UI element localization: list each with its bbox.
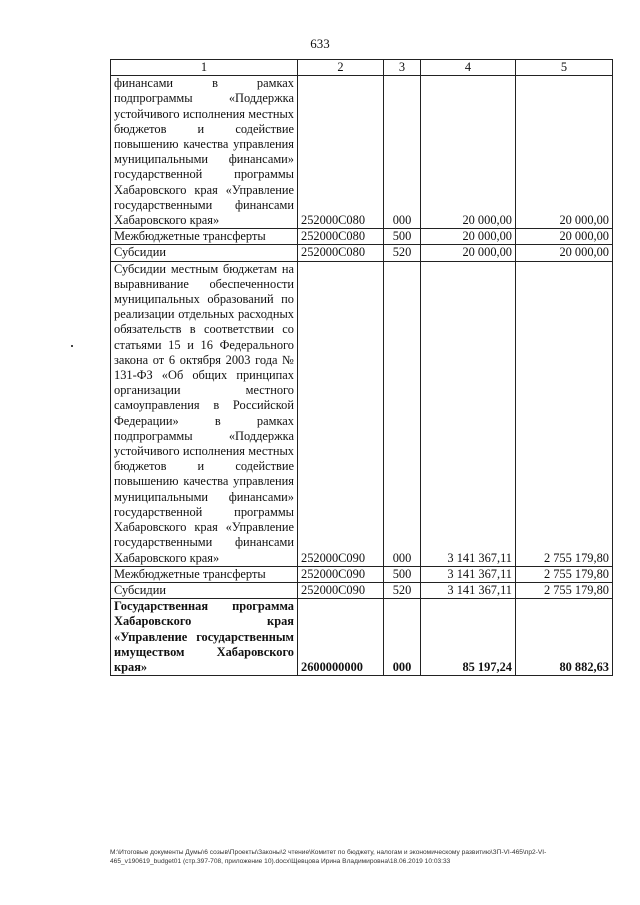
table-row — [111, 261, 613, 566]
row-expense-type: 000 — [384, 76, 421, 229]
row-name: Государственная программа Хабаровского края «Управление государственным имуществом Хабаровского края» — [111, 599, 298, 676]
table-row — [111, 76, 613, 229]
row-target-code: 2600000000 — [298, 599, 384, 676]
row-name: Субсидии местным бюджетам на выравнивание обеспеченности муниципальных образований по реализации отдельных расходных обязательств в соответствии со статьями 15 и 16 Федерального закона от 6 октября 2003 года № 131-ФЗ «Об общих принципах организации местного самоуправления в Российской Федерации» в рамках подпрограммы «Поддержка устойчивого исполнения местных бюджетов и содействие повышению качества управления муниципальными финансами» государственной программы Хабаровского края «Управление государственными финансами Хабаровского края» — [111, 261, 298, 566]
row-expense-type: 000 — [384, 261, 421, 566]
col-header-3: 3 — [384, 60, 421, 76]
row-target-code: 252000С090 — [298, 566, 384, 582]
row-sum-1: 3 141 367,11 — [421, 566, 516, 582]
row-name: Субсидии — [111, 245, 298, 261]
row-sum-1: 3 141 367,11 — [421, 582, 516, 598]
row-sum-1: 20 000,00 — [421, 229, 516, 245]
row-expense-type: 500 — [384, 229, 421, 245]
scan-speck — [71, 345, 73, 347]
row-expense-type: 500 — [384, 566, 421, 582]
col-header-4: 4 — [421, 60, 516, 76]
row-sum-2: 2 755 179,80 — [516, 582, 613, 598]
row-sum-2: 2 755 179,80 — [516, 261, 613, 566]
row-name: Субсидии — [111, 582, 298, 598]
row-expense-type: 000 — [384, 599, 421, 676]
row-sum-2: 20 000,00 — [516, 76, 613, 229]
row-name: Межбюджетные трансферты — [111, 566, 298, 582]
row-name: финансами в рамках подпрограммы «Поддержка устойчивого исполнения местных бюджетов и содействие повышению качества управления муниципальными финансами» государственной программы Хабаровского края «Управление государственными финансами Хабаровского края» — [111, 76, 298, 229]
row-expense-type: 520 — [384, 245, 421, 261]
table-row — [111, 582, 613, 598]
col-header-2: 2 — [298, 60, 384, 76]
row-target-code: 252000С090 — [298, 582, 384, 598]
row-sum-2: 20 000,00 — [516, 245, 613, 261]
row-sum-1: 3 141 367,11 — [421, 261, 516, 566]
table-header-row — [111, 60, 613, 76]
row-sum-2: 2 755 179,80 — [516, 566, 613, 582]
table-row — [111, 566, 613, 582]
budget-table — [110, 59, 613, 676]
row-target-code: 252000С080 — [298, 229, 384, 245]
row-name: Межбюджетные трансферты — [111, 229, 298, 245]
row-sum-2: 20 000,00 — [516, 229, 613, 245]
col-header-5: 5 — [516, 60, 613, 76]
row-expense-type: 520 — [384, 582, 421, 598]
col-header-1: 1 — [111, 60, 298, 76]
row-target-code: 252000С090 — [298, 261, 384, 566]
document-path-footer: M:\Итоговые документы Думы\6 созыв\Проекты\Законы\2 чтение\Комитет по бюджету, налогам и экономическому развитию\ЗП-VI-465\пр2-VI-465_v190619_budget01 (стр.397-708, приложение 10).docx\Щевцова Ирина Владимировна\18.06.2019 10:03:33 — [110, 849, 547, 865]
page-number: 633 — [310, 36, 330, 51]
row-target-code: 252000С080 — [298, 76, 384, 229]
row-target-code: 252000С080 — [298, 245, 384, 261]
row-sum-1: 85 197,24 — [421, 599, 516, 676]
table-row — [111, 245, 613, 261]
row-sum-1: 20 000,00 — [421, 245, 516, 261]
table-row — [111, 229, 613, 245]
row-sum-1: 20 000,00 — [421, 76, 516, 229]
table-row-program-total — [111, 599, 613, 676]
row-sum-2: 80 882,63 — [516, 599, 613, 676]
